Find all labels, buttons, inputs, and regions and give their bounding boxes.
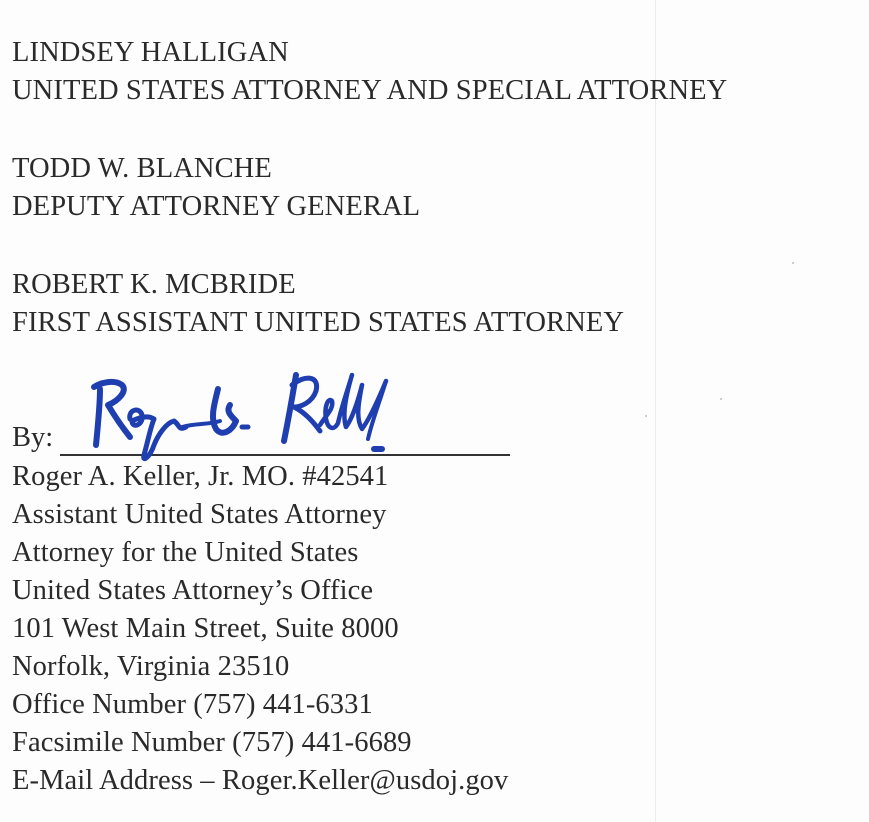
office-name-line: United States Attorney’s Office: [12, 575, 374, 606]
page-fold-shadow: [655, 0, 656, 822]
attorney-block-mcbride: [12, 266, 624, 342]
signer-name-line: Roger A. Keller, Jr. MO. #42541: [12, 461, 389, 492]
attorney-block-halligan: [12, 34, 727, 110]
email-line: E-Mail Address – Roger.Keller@usdoj.gov: [12, 765, 509, 796]
by-row: [12, 419, 53, 457]
attorney-name: TODD W. BLANCHE: [12, 153, 272, 184]
scan-speck: [645, 415, 647, 417]
attorney-name: ROBERT K. MCBRIDE: [12, 269, 296, 300]
fax-line: Facsimile Number (757) 441-6689: [12, 727, 412, 758]
scan-speck: [720, 398, 722, 400]
signer-role-line: Attorney for the United States: [12, 537, 359, 568]
attorney-block-blanche: [12, 150, 420, 226]
attorney-title: FIRST ASSISTANT UNITED STATES ATTORNEY: [12, 307, 625, 338]
scan-speck: [792, 262, 794, 264]
attorney-title: UNITED STATES ATTORNEY AND SPECIAL ATTORNEY: [12, 75, 728, 106]
signature-block: [12, 458, 508, 800]
office-phone-line: Office Number (757) 441-6331: [12, 689, 373, 720]
attorney-name: LINDSEY HALLIGAN: [12, 37, 289, 68]
signer-title-line: Assistant United States Attorney: [12, 499, 387, 530]
by-label: By:: [12, 422, 54, 453]
city-state-line: Norfolk, Virginia 23510: [12, 651, 290, 682]
handwritten-signature: [70, 345, 410, 470]
street-address-line: 101 West Main Street, Suite 8000: [12, 613, 399, 644]
attorney-title: DEPUTY ATTORNEY GENERAL: [12, 191, 421, 222]
